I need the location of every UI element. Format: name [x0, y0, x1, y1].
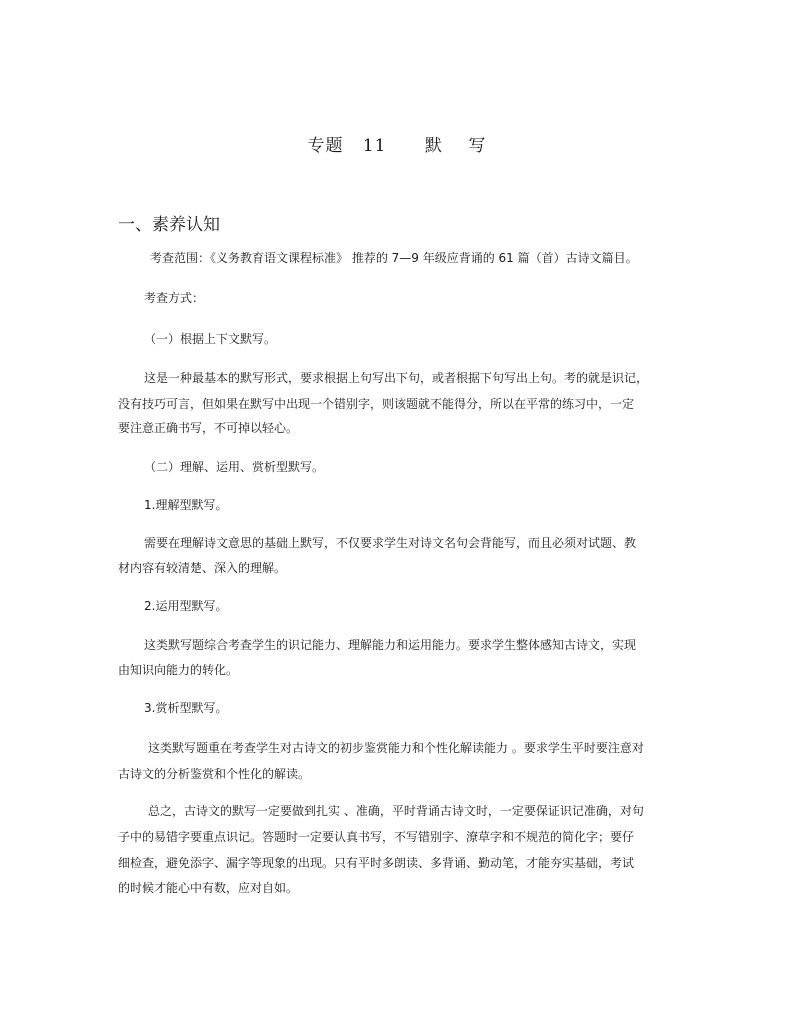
paragraph-line: 要注意正确书写，不可掉以轻心。: [118, 421, 299, 435]
subheading-2: （二）理解、运用、赏析型默写。: [144, 460, 325, 474]
paragraph-line: 由知识向能力的转化。: [118, 663, 239, 677]
paragraph-line: 细检查，避免添字、漏字等现象的出现。只有平时多朗读、多背诵、勤动笔，才能夯实基础，考试: [118, 856, 635, 870]
paragraph-line: 这类默写题重在考查学生对古诗文的初步鉴赏能力和个性化解读能力 。要求学生平时要注意对: [148, 741, 644, 755]
paragraph-line: 这类默写题综合考查学生的识记能力、理解能力和运用能力。要求学生整体感知古诗文，实现: [144, 638, 637, 652]
subheading-1: （一）根据上下文默写。: [144, 332, 277, 346]
paragraph-line: 古诗文的分析鉴赏和个性化的解读。: [118, 767, 311, 781]
paragraph-line: 材内容有较清楚、深入的理解。: [118, 561, 287, 575]
paragraph-line: 的时候才能心中有数，应对自如。: [118, 881, 299, 895]
paragraph-line: 这是一种最基本的默写形式，要求根据上句写出下句，或者根据下句写出上句。考的就是识记，: [144, 371, 649, 385]
page-title: 专题 11 默 写: [307, 136, 487, 156]
item-heading-3: 3.赏析型默写。: [144, 701, 228, 715]
paragraph-line: 总之，古诗文的默写一定要做到扎实 、准确，平时背诵古诗文时，一定要保证识记准确，对句: [148, 804, 644, 818]
item-heading-1: 1.理解型默写。: [144, 498, 228, 512]
item-heading-2: 2.运用型默写。: [144, 599, 228, 613]
exam-method-label: 考查方式：: [144, 291, 205, 305]
exam-scope-line: 考查范围：《义务教育语文课程标准》 推荐的 7—9 年级应背诵的 61 篇（首）古诗文篇目。: [150, 251, 638, 265]
section-heading: 一、素养认知: [118, 215, 220, 235]
paragraph-line: 需要在理解诗文意思的基础上默写，不仅要求学生对诗文名句会背能写，而且必须对试题、教: [144, 536, 637, 550]
paragraph-line: 没有技巧可言，但如果在默写中出现一个错别字，则该题就不能得分，所以在平常的练习中，一定: [118, 397, 635, 411]
paragraph-line: 子中的易错字要重点识记。答题时一定要认真书写，不写错别字、潦草字和不规范的简化字；要仔: [118, 830, 635, 844]
